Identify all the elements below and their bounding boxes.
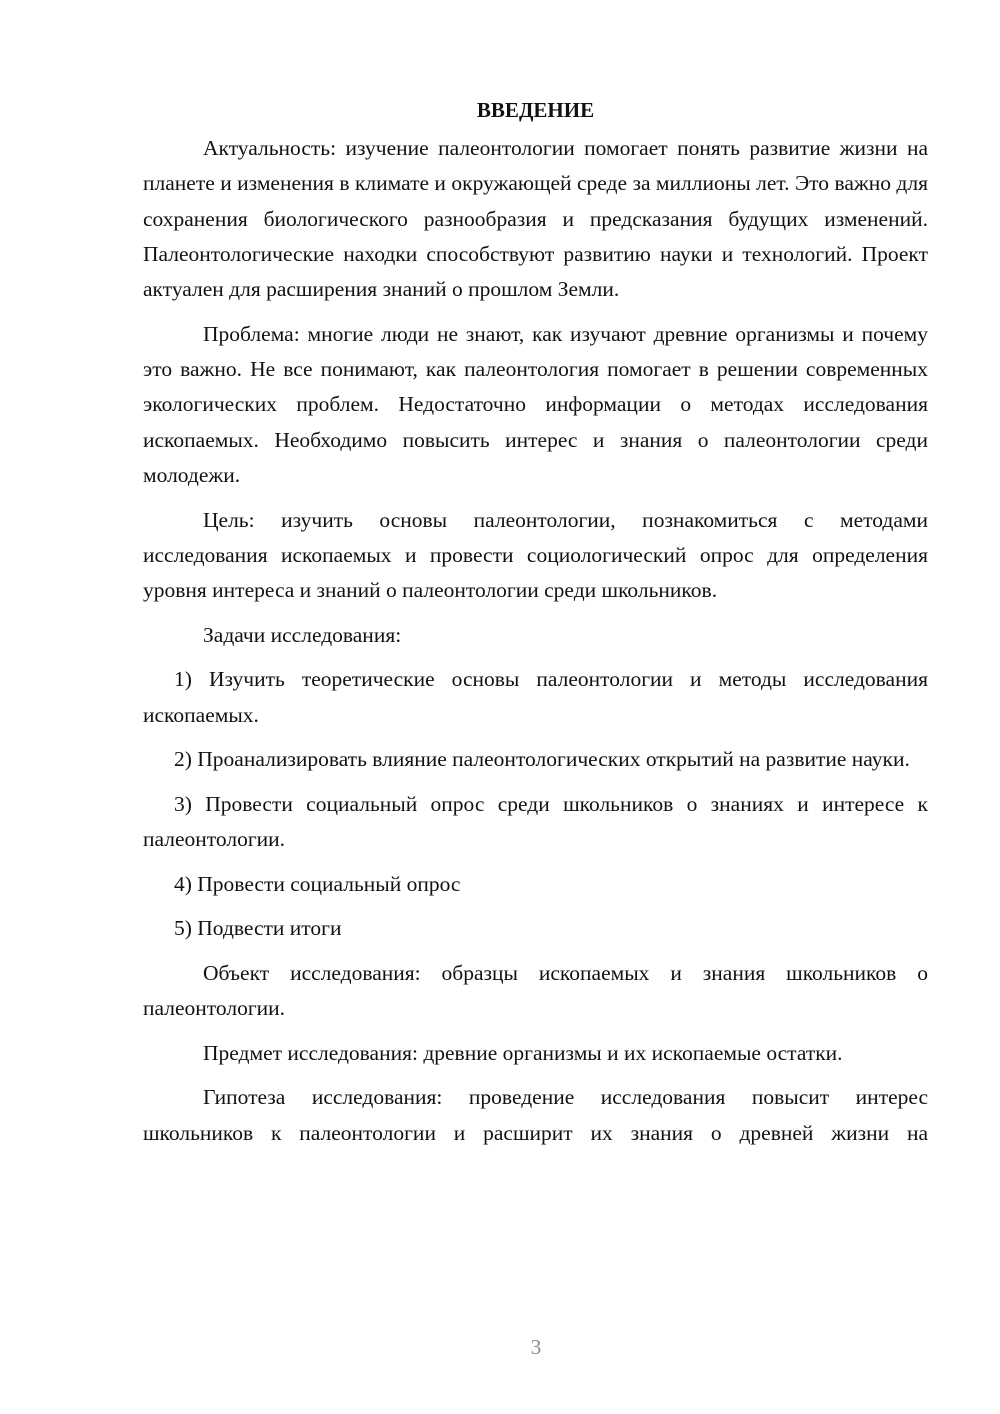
hypothesis-paragraph: Гипотеза исследования: проведение исследования повысит интерес школьников к палеонтологии и расширит их знания о древней жизни на [143,1085,928,1145]
problem-paragraph: Проблема: многие люди не знают, как изучают древние организмы и почему это важно. Не все понимают, как палеонтология помогает в решении современных экологических проблем. Недостаточно информации о методах исследования ископаемых. Необходимо повысить интерес и знания о палеонтологии среди молодежи. [143,321,928,487]
task-item-3: 3) Провести социальный опрос среди школьников о знаниях и интересе к палеонтологии. [143,791,928,852]
document-page [143,95,928,1151]
tasks-title: Задачи исследования: [203,622,402,647]
subject-paragraph: Предмет исследования: древние организмы и их ископаемые остатки. [203,1040,843,1065]
page-number: 3 [530,1335,542,1359]
task-item-4: 4) Провести социальный опрос [174,871,461,896]
task-item-2: 2) Проанализировать влияние палеонтологических открытий на развитие науки. [174,747,910,772]
page-title: ВВЕДЕНИЕ [476,98,595,122]
relevance-paragraph: Актуальность: изучение палеонтологии помогает понять развитие жизни на планете и изменения в климате и окружающей среде за миллионы лет. Это важно для сохранения биологического разнообразия и предсказания будущих изменений. Палеонтологические находки способствуют развитию науки и технологий. Проект актуален для расширения знаний о прошлом Земли. [143,136,928,302]
goal-paragraph: Цель: изучить основы палеонтологии, познакомиться с методами исследования ископаемых и провести социологический опрос для определения уровня интереса и знаний о палеонтологии среди школьников. [143,507,928,603]
task-item-1: 1) Изучить теоретические основы палеонтологии и методы исследования ископаемых. [143,667,928,727]
task-item-5: 5) Подвести итоги [174,916,342,941]
object-paragraph: Объект исследования: образцы ископаемых и знания школьников о палеонтологии. [143,960,928,1021]
